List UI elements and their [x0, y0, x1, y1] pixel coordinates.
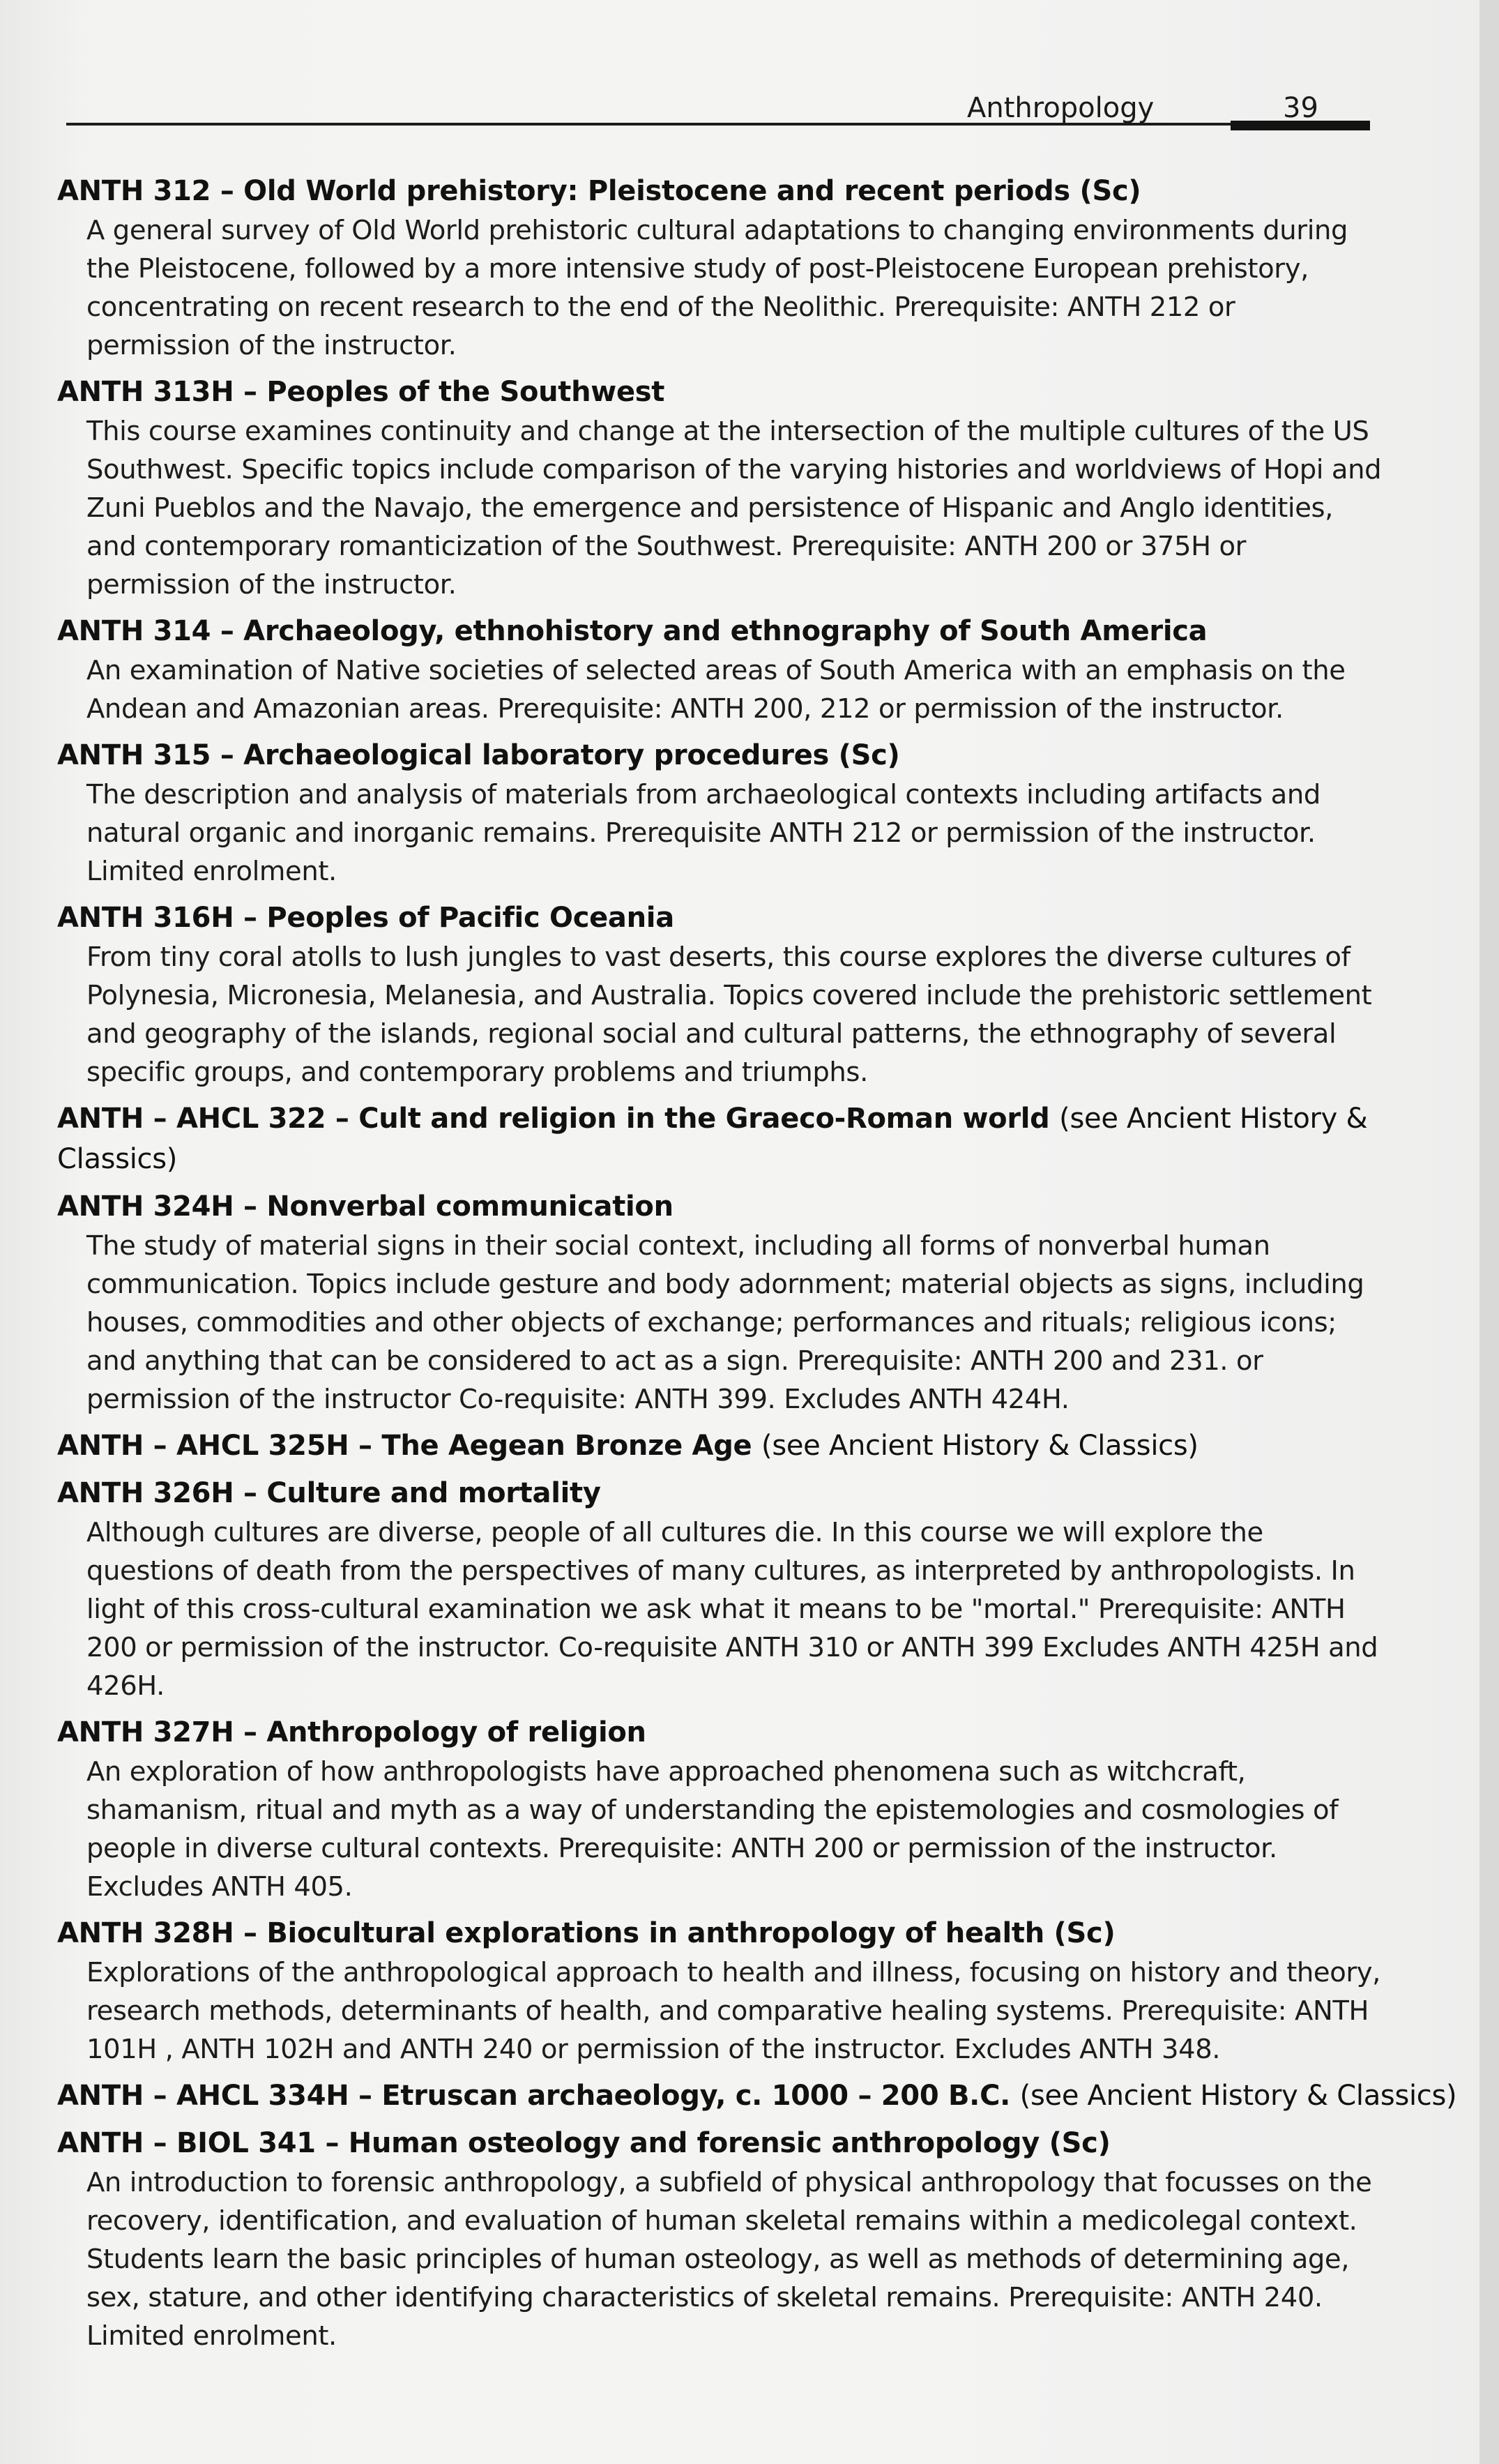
- course-description: An examination of Native societies of selected areas of South America with an emphasis on the Andean and Amazonian areas. Prerequisite: ANTH 200, 212 or permission of the instructor.: [86, 655, 1346, 725]
- course-title: ANTH 324H – Nonverbal communication: [57, 1191, 674, 1223]
- course-title: ANTH – BIOL 341 – Human osteology and forensic anthropology (Sc): [57, 2127, 1111, 2159]
- course-entry: [57, 2076, 1457, 2116]
- course-description: The description and analysis of materials from archaeological contexts including artifacts and natural organic and inorganic remains. Prerequisite ANTH 212 or permission of the instructor. Limited enrolment.: [86, 779, 1321, 887]
- course-title: ANTH 326H – Culture and mortality: [57, 1477, 601, 1509]
- course-entry: [57, 898, 1382, 1091]
- course-entry: [57, 171, 1382, 365]
- course-entry: [57, 1186, 1382, 1419]
- course-description: From tiny coral atolls to lush jungles to vast deserts, this course explores the diverse cultures of Polynesia, Micronesia, Melanesia, and Australia. Topics covered include the prehistoric settlement and geography of the islands, regional social and cultural patterns, the ethnography of several specific groups, and contemporary problems and triumphs.: [86, 942, 1372, 1088]
- course-entry: [57, 1913, 1382, 2069]
- course-entry: [57, 611, 1382, 728]
- page-edge: [1479, 0, 1499, 2464]
- course-description: A general survey of Old World prehistoric cultural adaptations to changing environments during the Pleistocene, followed by a more intensive study of post-Pleistocene European prehistory, concentrating on recent research to the end of the Neolithic. Prerequisite: ANTH 212 or permission of the instructor.: [86, 215, 1348, 361]
- cross-reference-note: (see Ancient History & Classics): [57, 1103, 1368, 1175]
- course-description: The study of material signs in their social context, including all forms of nonverbal human communication. Topics include gesture and body adornment; material objects as signs, including houses, commodities and other objects of exchange; performances and rituals; religious icons; and anything that can be considered to act as a sign. Prerequisite: ANTH 200 and 231. or permission of the instructor Co-requisite: ANTH 399. Excludes ANTH 424H.: [86, 1230, 1364, 1415]
- course-title-with-note: [57, 1426, 1382, 1466]
- course-entry: [57, 1712, 1382, 1906]
- cross-reference-note: (see Ancient History & Classics): [761, 1430, 1199, 1462]
- course-title-text: ANTH – AHCL 322 – Cult and religion in the Graeco-Roman world: [57, 1103, 1050, 1135]
- course-list: [57, 171, 1457, 2362]
- course-title-text: ANTH – AHCL 334H – Etruscan archaeology, c. 1000 – 200 B.C.: [57, 2080, 1011, 2112]
- course-title-text: ANTH – AHCL 325H – The Aegean Bronze Age: [57, 1430, 752, 1462]
- course-entry: [57, 735, 1382, 891]
- course-title: ANTH 312 – Old World prehistory: Pleistocene and recent periods (Sc): [57, 175, 1141, 207]
- page-number: 39: [1283, 92, 1318, 124]
- section-title: Anthropology: [967, 92, 1155, 124]
- course-title-with-note: [57, 1098, 1382, 1179]
- course-title: ANTH 315 – Archaeological laboratory procedures (Sc): [57, 739, 900, 771]
- course-title: ANTH 313H – Peoples of the Southwest: [57, 376, 665, 408]
- course-title: ANTH 328H – Biocultural explorations in anthropology of health (Sc): [57, 1917, 1116, 1949]
- course-description: Although cultures are diverse, people of all cultures die. In this course we will explore the questions of death from the perspectives of many cultures, as interpreted by anthropologists. In light of this cross-cultural examination we ask what it means to be "mortal." Prerequisite: ANTH 200 or permission of the instructor. Co-requisite ANTH 310 or ANTH 399 Excludes ANTH 425H and 426H.: [86, 1517, 1378, 1702]
- course-entry: [57, 372, 1382, 604]
- course-entry: [57, 1426, 1382, 1466]
- course-title-with-note: [57, 2076, 1457, 2116]
- course-title: ANTH 327H – Anthropology of religion: [57, 1716, 646, 1748]
- course-entry: [57, 1473, 1382, 1705]
- cross-reference-note: (see Ancient History & Classics): [1019, 2080, 1457, 2112]
- header-rule: [66, 123, 1370, 126]
- running-header: [66, 89, 1370, 152]
- course-description: An introduction to forensic anthropology, a subfield of physical anthropology that focusses on the recovery, identification, and evaluation of human skeletal remains within a medicolegal context. Students learn the basic principles of human osteology, as well as methods of determining age, sex, stature, and other identifying characteristics of skeletal remains. Prerequisite: ANTH 240. Limited enrolment.: [86, 2167, 1372, 2352]
- course-title: ANTH 314 – Archaeology, ethnohistory and ethnography of South America: [57, 615, 1208, 647]
- course-description: An exploration of how anthropologists have approached phenomena such as witchcraft, shamanism, ritual and myth as a way of understanding the epistemologies and cosmologies of people in diverse cultural contexts. Prerequisite: ANTH 200 or permission of the instructor. Excludes ANTH 405.: [86, 1756, 1339, 1903]
- course-entry: [57, 1098, 1382, 1179]
- course-description: Explorations of the anthropological approach to health and illness, focusing on history and theory, research methods, determinants of health, and comparative healing systems. Prerequisite: ANTH 101H , ANTH 102H and ANTH 240 or permission of the instructor. Excludes ANTH 348.: [86, 1957, 1380, 2065]
- course-title: ANTH 316H – Peoples of Pacific Oceania: [57, 902, 674, 934]
- course-entry: [57, 2123, 1382, 2355]
- course-description: This course examines continuity and change at the intersection of the multiple cultures of the US Southwest. Specific topics include comparison of the varying histories and worldviews of Hopi and Zuni Pueblos and the Navajo, the emergence and persistence of Hispanic and Anglo identities, and contemporary romanticization of the Southwest. Prerequisite: ANTH 200 or 375H or permission of the instructor.: [86, 416, 1382, 600]
